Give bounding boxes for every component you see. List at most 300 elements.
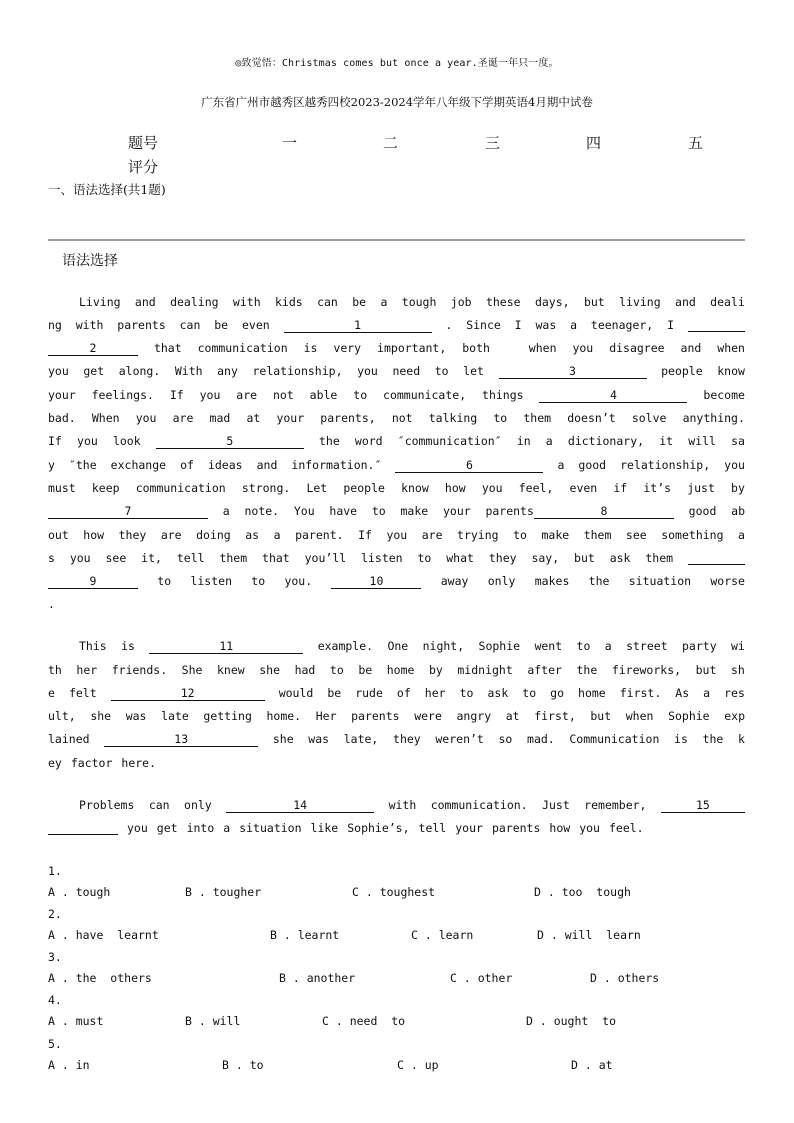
option-a[interactable]: A . the others	[48, 971, 152, 985]
passage-word: to	[251, 574, 266, 588]
option-row	[48, 1058, 745, 1072]
passage-word: tell	[418, 821, 447, 835]
passage-word: doesn’t	[567, 411, 616, 425]
blank-slot	[395, 458, 543, 473]
passage-word: friends.	[111, 663, 168, 677]
passage-word: are	[421, 528, 443, 542]
passage-word: see	[625, 528, 647, 542]
blank-6[interactable]: 6	[395, 459, 543, 473]
passage-line	[48, 639, 745, 654]
passage-word: kids	[275, 295, 303, 309]
passage-word: a	[557, 458, 565, 472]
passage-word: job	[450, 295, 472, 309]
passage-line	[48, 756, 745, 770]
passage-word: she	[259, 663, 281, 677]
passage-word: they	[488, 551, 517, 565]
passage-word: is	[303, 341, 318, 355]
passage-word: but	[695, 663, 717, 677]
passage-word: and	[134, 295, 156, 309]
passage-word: them	[583, 528, 612, 542]
passage-word: street	[626, 639, 668, 653]
passage-word: get	[156, 821, 178, 835]
passage-word: be	[214, 318, 229, 332]
passage-word: will	[688, 434, 716, 448]
blank-slot	[226, 798, 374, 813]
passage-word: it’s	[643, 481, 672, 495]
passage-word: If	[358, 528, 372, 542]
passage-word: to	[417, 551, 432, 565]
passage-word: ult,	[48, 709, 76, 723]
passage-word: how	[444, 481, 466, 495]
passage-word: When	[91, 411, 120, 425]
passage-word: by	[731, 481, 745, 495]
passage-word: Sophie	[668, 709, 710, 723]
score-col-3: 三	[485, 134, 501, 152]
passage-word: the	[702, 732, 724, 746]
passage-word: talking	[428, 411, 478, 425]
blank-slot	[48, 504, 208, 519]
option-d[interactable]: D . ought to	[526, 1014, 617, 1028]
score-col-4: 四	[586, 134, 602, 152]
passage-word: very	[333, 341, 362, 355]
passage-word: bad.	[48, 411, 76, 425]
passage-word: getting	[203, 709, 252, 723]
blank-slot	[499, 364, 647, 379]
passage-word: to	[493, 411, 508, 425]
passage-word: listen	[361, 551, 403, 565]
passage-word: rude	[355, 686, 383, 700]
blank-9[interactable]: 9	[48, 575, 138, 589]
option-b[interactable]: B . to	[222, 1058, 264, 1072]
passage-word: ab	[731, 504, 745, 518]
blank-7[interactable]: 7	[48, 505, 208, 519]
passage-word: teenager,	[590, 318, 654, 332]
passage-word: be	[358, 663, 373, 677]
passage-word	[506, 341, 513, 356]
passage-word: She	[181, 663, 203, 677]
passage-word: ask	[609, 551, 631, 565]
passage-word: and	[256, 458, 278, 472]
passage-word: see	[105, 551, 127, 565]
option-row	[48, 971, 745, 985]
passage-word: a	[604, 639, 612, 653]
divider	[48, 239, 745, 241]
blank-slot	[331, 574, 421, 589]
blank-15[interactable]: 15	[661, 799, 745, 813]
passage-word: I	[667, 318, 675, 332]
option-a[interactable]: A . have learnt	[48, 928, 159, 942]
blank-continuation[interactable]	[48, 821, 118, 835]
passage-word: of	[180, 458, 194, 472]
passage-label: 语法选择	[62, 253, 118, 269]
passage-word: like	[310, 821, 339, 835]
passage-word: listen	[190, 574, 232, 588]
score-col-2: 二	[383, 134, 399, 152]
passage-word: exchange	[110, 458, 167, 472]
passage-word: only	[184, 798, 212, 812]
passage-word: dictionary,	[567, 434, 645, 448]
passage-word: I	[514, 318, 522, 332]
passage-word: you	[48, 364, 69, 378]
passage-word: As	[675, 686, 690, 700]
passage-word: home	[386, 663, 415, 677]
passage-word: strong.	[241, 481, 291, 495]
blank-4[interactable]: 4	[539, 389, 687, 403]
passage-word: she	[90, 709, 112, 723]
passage-word: you	[199, 388, 221, 402]
passage-word: with	[75, 318, 104, 332]
option-d[interactable]: D . too tough	[534, 885, 631, 899]
passage-word: a	[570, 318, 578, 332]
passage-word: late	[161, 709, 189, 723]
option-b[interactable]: B . will	[185, 1014, 241, 1028]
passage-word: you	[127, 821, 148, 835]
passage-word: your	[455, 821, 483, 835]
passage-word: when	[625, 709, 654, 723]
passage-word: say,	[531, 551, 560, 565]
score-col-5: 五	[688, 134, 704, 152]
passage-line	[48, 411, 745, 425]
option-d[interactable]: D . at	[571, 1058, 613, 1072]
passage-line	[48, 528, 745, 542]
option-c[interactable]: C . need to	[322, 1014, 406, 1028]
passage-word: must	[48, 481, 76, 495]
blank-3[interactable]: 3	[499, 365, 647, 379]
passage-word: something	[661, 528, 724, 542]
passage-word: them	[523, 411, 552, 425]
option-a[interactable]: A . must	[48, 1014, 104, 1028]
passage-word: deali	[710, 295, 745, 309]
blank-slot	[688, 551, 745, 568]
passage-word: If	[169, 388, 184, 402]
passage-word: of	[396, 686, 411, 700]
passage-line	[48, 504, 745, 519]
blank-slot	[688, 318, 745, 335]
passage-word: but	[590, 709, 612, 723]
blank-13[interactable]: 13	[104, 733, 258, 747]
blank-slot	[661, 798, 745, 813]
passage-word: communicate,	[383, 388, 467, 402]
passage-word: .	[445, 318, 453, 332]
option-d[interactable]: D . will learn	[537, 928, 641, 942]
passage-word: if	[613, 481, 628, 495]
passage-word: they	[393, 732, 421, 746]
option-d[interactable]: D . others	[590, 971, 660, 985]
passage-word: keep	[91, 481, 120, 495]
passage-word: a	[380, 295, 388, 309]
option-a[interactable]: A . tough	[48, 885, 111, 899]
passage-word: s	[48, 551, 55, 565]
option-a[interactable]: A . in	[48, 1058, 90, 1072]
passage-word: ask	[487, 686, 509, 700]
passage-word: be	[352, 295, 367, 309]
option-c[interactable]: C . up	[397, 1058, 439, 1072]
passage-word: these	[485, 295, 521, 309]
passage-word: living	[619, 295, 661, 309]
passage-word: are	[160, 528, 182, 542]
blank-8[interactable]: 8	[534, 505, 674, 519]
option-row	[48, 885, 745, 899]
blank-continuation[interactable]	[688, 551, 745, 565]
passage-word: even	[241, 318, 270, 332]
passage-word: your	[48, 388, 76, 402]
passage-word: you	[386, 528, 408, 542]
passage-word: you’ll	[304, 551, 347, 565]
passage-word: dealing	[170, 295, 219, 309]
passage-word: e	[48, 686, 55, 700]
passage-word: good	[578, 458, 607, 472]
passage-word: parents	[117, 318, 166, 332]
passage-word: tell	[176, 551, 205, 565]
passage-word: anything.	[682, 411, 745, 425]
passage-word: let	[463, 364, 484, 378]
passage-word: Let	[306, 481, 328, 495]
passage-line	[48, 295, 745, 309]
passage-word: with	[232, 295, 261, 309]
passage-word: good	[688, 504, 717, 518]
passage-word: solve	[631, 411, 667, 425]
passage-word: get	[83, 364, 105, 378]
passage-word: with	[388, 798, 417, 812]
section-heading: 一、语法选择(共1题)	[48, 182, 166, 197]
passage-word: in	[516, 434, 531, 448]
passage-line	[48, 798, 745, 813]
passage-word: go	[550, 686, 564, 700]
passage-word: to	[522, 686, 537, 700]
passage-word: to	[513, 528, 527, 542]
passage-word: a	[545, 434, 553, 448]
passage-word: parents,	[320, 411, 376, 425]
passage-word: a	[273, 528, 281, 542]
passage-word: your	[442, 504, 471, 518]
passage-line	[48, 686, 745, 701]
blank-slot	[156, 434, 304, 449]
passage-word: they	[118, 528, 147, 542]
passage-word: have	[329, 504, 358, 518]
passage-word: how	[83, 528, 105, 542]
passage-word: lained	[48, 732, 90, 746]
passage-line	[48, 663, 745, 677]
passage-word: her	[76, 663, 98, 677]
passage-word: even	[569, 481, 598, 495]
passage-word: word	[354, 434, 383, 448]
passage-word: party	[682, 639, 717, 653]
passage-word: them	[219, 551, 248, 565]
passage-word: that	[153, 341, 182, 355]
score-row-label-number: 题号	[128, 134, 159, 152]
passage-word: y	[48, 458, 55, 472]
passage-word: along.	[118, 364, 161, 378]
passage-word: your	[276, 411, 305, 425]
passage-word: k	[738, 732, 745, 746]
question-number: 4.	[48, 993, 62, 1007]
passage-word: only	[487, 574, 516, 588]
option-b[interactable]: B . learnt	[270, 928, 340, 942]
passage-word: communication	[135, 481, 226, 495]
option-row	[48, 1014, 745, 1028]
passage-word: ey	[48, 756, 62, 770]
passage-word: was	[125, 709, 147, 723]
passage-word: fireworks,	[611, 663, 682, 677]
passage-line	[48, 597, 745, 611]
passage-word: makes	[534, 574, 570, 588]
passage-word: Sophie’s,	[347, 821, 410, 835]
passage-line	[48, 434, 745, 449]
passage-word: feel.	[608, 821, 644, 835]
passage-word: sh	[730, 663, 745, 677]
passage-word: you	[724, 458, 745, 472]
passage-line	[48, 481, 745, 495]
passage-word: them	[645, 551, 674, 565]
passage-word: to	[329, 663, 344, 677]
score-col-1: 一	[282, 134, 298, 152]
passage-word: the	[576, 663, 598, 677]
blank-slot	[104, 732, 258, 747]
passage-word: any	[217, 364, 238, 378]
passage-word: disagree	[609, 341, 665, 355]
passage-word: weren’t	[435, 732, 484, 746]
passage-word: example.	[317, 639, 374, 653]
passage-line	[48, 709, 745, 723]
passage-line	[48, 341, 745, 356]
question-number: 5.	[48, 1037, 62, 1051]
passage-word: went	[534, 639, 563, 653]
passage-word: can	[317, 295, 338, 309]
passage-word: information.″	[291, 458, 382, 472]
passage-word: to	[434, 364, 449, 378]
blank-12[interactable]: 12	[111, 687, 265, 701]
passage-word: not	[391, 411, 413, 425]
blank-slot	[48, 821, 118, 838]
option-b[interactable]: B . tougher	[185, 885, 262, 899]
passage-word: res	[724, 686, 745, 700]
passage-line	[48, 551, 745, 568]
passage-word: If	[48, 434, 62, 448]
passage-word: situation	[239, 821, 302, 835]
passage-word: days,	[534, 295, 570, 309]
blank-5[interactable]: 5	[156, 435, 304, 449]
option-c[interactable]: C . toughest	[352, 885, 436, 899]
passage-word: were	[414, 709, 442, 723]
passage-word: note.	[244, 504, 280, 518]
passage-word: worse	[710, 574, 745, 588]
passage-word: you	[579, 821, 600, 835]
passage-word: you.	[284, 574, 313, 588]
passage-word: can	[179, 318, 201, 332]
passage-word: night,	[422, 639, 465, 653]
passage-word: people	[343, 481, 385, 495]
passage-word: knew	[217, 663, 245, 677]
option-c[interactable]: C . learn	[411, 928, 474, 942]
passage-word: at	[246, 411, 261, 425]
question-number: 3.	[48, 950, 62, 964]
blank-11[interactable]: 11	[149, 640, 303, 654]
passage-word: With	[174, 364, 203, 378]
blank-10[interactable]: 10	[331, 575, 421, 589]
passage-word: and	[680, 341, 702, 355]
passage-word: you	[572, 341, 594, 355]
passage-line	[48, 388, 745, 403]
passage-word: it,	[141, 551, 162, 565]
passage-word: ideas	[207, 458, 243, 472]
passage-word: tough	[401, 295, 437, 309]
blank-14[interactable]: 14	[226, 799, 374, 813]
passage-word: first.	[619, 686, 662, 700]
blank-slot	[48, 341, 138, 356]
passage-word: you	[77, 434, 98, 448]
passage-word: situation	[628, 574, 692, 588]
passage-word: it	[659, 434, 674, 448]
blank-1[interactable]: 1	[284, 319, 432, 333]
passage-word: to	[157, 574, 172, 588]
passage-word: to	[576, 639, 591, 653]
blank-2[interactable]: 2	[48, 342, 138, 356]
passage-word: a	[703, 686, 711, 700]
passage-word: remember,	[584, 798, 647, 812]
passage-word: and	[675, 295, 696, 309]
blank-continuation[interactable]	[688, 318, 745, 332]
passage-word: is	[121, 639, 135, 653]
passage-word: was	[535, 318, 557, 332]
passage-word: ″communication″	[397, 434, 502, 448]
passage-word: home	[578, 686, 606, 700]
passage-word: become	[703, 388, 745, 402]
passage-word: trying	[457, 528, 499, 542]
passage-word: a	[222, 504, 230, 518]
passage-word: by	[428, 663, 443, 677]
passage-word: to	[459, 686, 474, 700]
passage-word: away	[440, 574, 469, 588]
passage-word: are	[236, 388, 258, 402]
passage-word: how	[549, 821, 571, 835]
passage-word: parents	[351, 709, 400, 723]
paper-title: 广东省广州市越秀区越秀四校2023-2024学年八年级下学期英语4月期中试卷	[201, 95, 593, 109]
passage-word: factor	[70, 756, 113, 770]
passage-word: This	[79, 639, 107, 653]
passage-word: be	[327, 686, 342, 700]
passage-word: she	[272, 732, 294, 746]
passage-word: able	[309, 388, 338, 402]
passage-word: here.	[121, 756, 157, 770]
blank-slot	[48, 574, 138, 589]
passage-word: as	[245, 528, 260, 542]
passage-word: late,	[343, 732, 379, 746]
passage-word: so	[498, 732, 513, 746]
passage-word: was	[308, 732, 330, 746]
passage-word: know	[717, 364, 745, 378]
option-c[interactable]: C . other	[450, 971, 513, 985]
passage-word: things	[482, 388, 524, 402]
blank-slot	[284, 318, 432, 335]
passage-word: look	[112, 434, 141, 448]
passage-word: to	[353, 388, 368, 402]
passage-line	[48, 821, 745, 838]
passage-word: need	[392, 364, 421, 378]
passage-word: know	[401, 481, 429, 495]
passage-word: had	[294, 663, 316, 677]
passage-word: ng	[48, 318, 62, 332]
passage-word: midnight	[457, 663, 513, 677]
passage-word: a	[223, 821, 231, 835]
passage-word: can	[148, 798, 170, 812]
passage-word: feel,	[518, 481, 554, 495]
passage-line	[48, 364, 745, 379]
passage-word: her	[424, 686, 446, 700]
passage-word: the	[588, 574, 610, 588]
passage-word: parent.	[295, 528, 344, 542]
option-b[interactable]: B . another	[279, 971, 356, 985]
passage-word: wi	[731, 639, 745, 653]
